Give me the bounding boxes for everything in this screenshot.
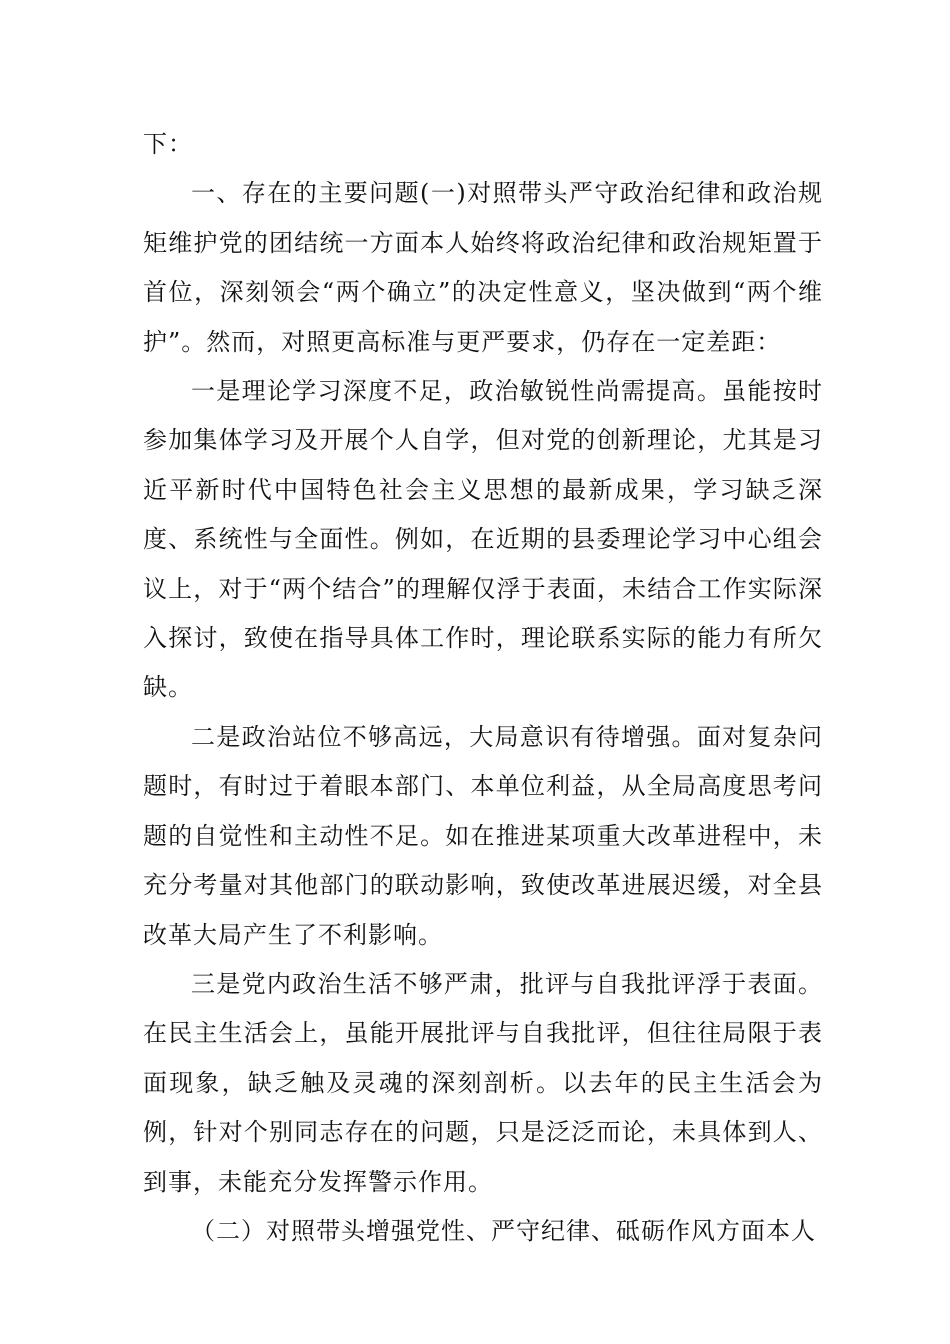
paragraph-section-two-heading: （二）对照带头增强党性、严守纪律、砥砺作风方面本人 xyxy=(191,1216,816,1245)
paragraph-point-two: 二是政治站位不够高远，大局意识有待增强。面对复杂问题时，有时过于着眼本部门、本单位利益，从全局高度思考问题的自觉性和主动性不足。如在推进某项重大改革进程中，未充分考量对其他部门的联动影响，致使改革进展迟缓，对全县改革大局产生了不利影响。 xyxy=(143,722,823,949)
paragraph-point-one: 一是理论学习深度不足，政治敏锐性尚需提高。虽能按时参加集体学习及开展个人自学，但对党的创新理论，尤其是习近平新时代中国特色社会主义思想的最新成果，学习缺乏深度、系统性与全面性。例如，在近期的县委理论学习中心组会议上，对于“两个结合”的理解仅浮于表面，未结合工作实际深入探讨，致使在指导具体工作时，理论联系实际的能力有所欠缺。 xyxy=(143,377,823,702)
paragraph-point-three: 三是党内政治生活不够严肃，批评与自我批评浮于表面。在民主生活会上，虽能开展批评与自我批评，但往往局限于表面现象，缺乏触及灵魂的深刻剖析。以去年的民主生活会为例，针对个别同志存在的问题，只是泛泛而论，未具体到人、到事，未能充分发挥警示作用。 xyxy=(143,969,823,1196)
paragraph-section-one-intro: 一、存在的主要问题(一)对照带头严守政治纪律和政治规矩维护党的团结统一方面本人始终将政治纪律和政治规矩置于首位，深刻领会“两个确立”的决定性意义，坚决做到“两个维护”。然而，对照更高标准与更严要求，仍存在一定差距： xyxy=(143,179,823,356)
paragraph-continuation: 下： xyxy=(143,130,193,158)
document-body xyxy=(143,120,823,1256)
